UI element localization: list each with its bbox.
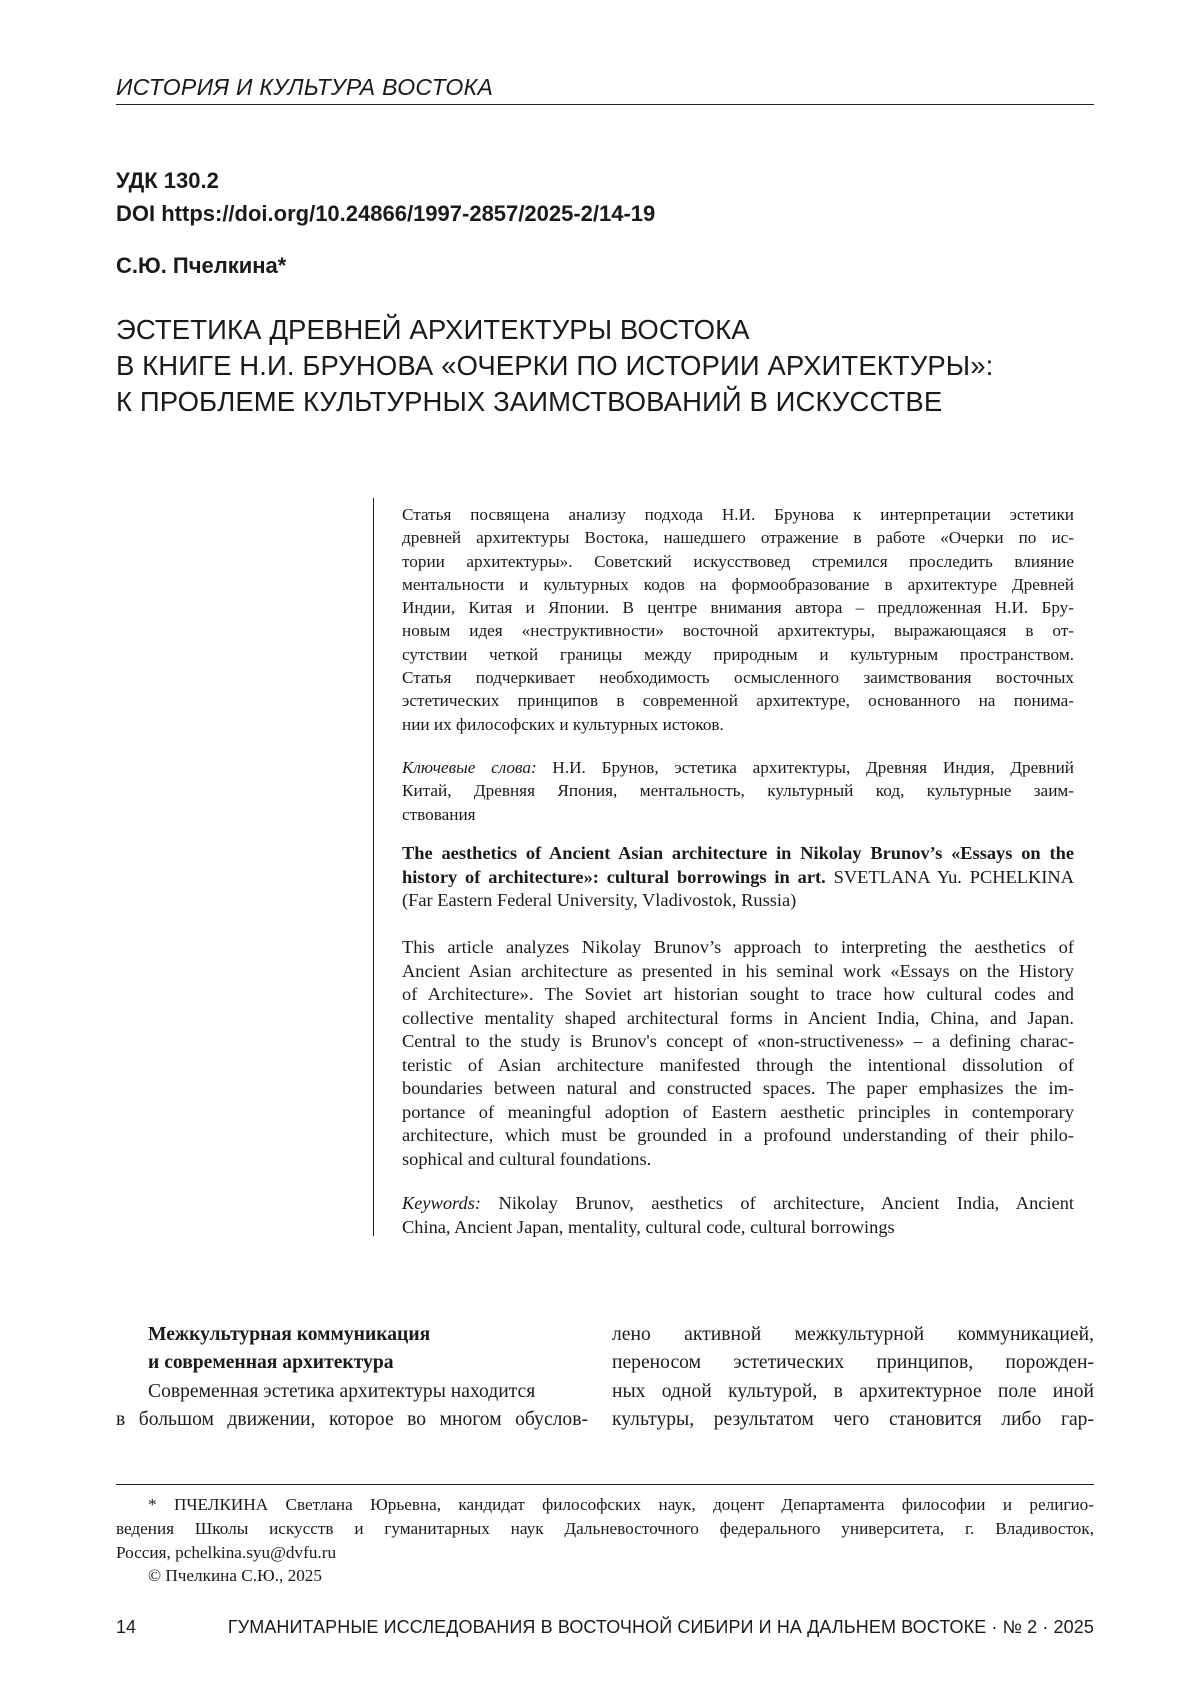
abstract-line: ментальности и культурных кодов на формообразование в архитектуре Древней — [402, 574, 1074, 594]
keywords-line: Ключевые слова: Н.И. Брунов, эстетика архитектуры, Древняя Индия, Древний — [402, 758, 1074, 777]
udk-code: УДК 130.2 — [116, 168, 219, 193]
keywords-label: Ключевые слова: — [402, 758, 537, 777]
body-line: лено активной межкультурной коммуникацией, — [612, 1324, 1094, 1345]
abstract-line: teristic of Asian architecture manifested through the intentional dissolution of — [402, 1054, 1074, 1075]
title-line: В КНИГЕ Н.И. БРУНОВА «ОЧЕРКИ ПО ИСТОРИИ АРХИТЕКТУРЫ»: — [116, 350, 994, 381]
author-name: С.Ю. Пчелкина* — [116, 253, 287, 278]
footnote-line: * ПЧЕЛКИНА Светлана Юрьевна, кандидат философских наук, доцент Департамента философии и религио- — [148, 1495, 1094, 1514]
body-line: культуры, результатом чего становится либо гар- — [612, 1409, 1094, 1431]
abstract-line: Индии, Китая и Японии. В центре внимания автора – предложенная Н.И. Бру- — [402, 598, 1074, 618]
doi-link[interactable]: DOI https://doi.org/10.24866/1997-2857/2025-2/14-19 — [116, 201, 656, 226]
title-line: К ПРОБЛЕМЕ КУЛЬТУРНЫХ ЗАИМСТВОВАНИЙ В ИСКУССТВЕ — [116, 386, 943, 417]
keywords-line: Keywords: Nikolay Brunov, aesthetics of architecture, Ancient India, Ancient — [402, 1193, 1074, 1213]
body-line: Современная эстетика архитектуры находится — [148, 1380, 536, 1402]
abstract-line: Central to the study is Brunov's concept of «non-structiveness» – a defining charac- — [402, 1031, 1074, 1051]
abstract-line: collective mentality shaped architectural forms in Ancient India, China, and Japan. — [402, 1007, 1074, 1028]
english-title-line: The aesthetics of Ancient Asian architecture in Nikolay Brunov’s «Essays on the — [402, 843, 1074, 863]
journal-title-footer: ГУМАНИТАРНЫЕ ИССЛЕДОВАНИЯ В ВОСТОЧНОЙ СИБИРИ И НА ДАЛЬНЕМ ВОСТОКЕ · № 2 · 2025 — [227, 1617, 1094, 1637]
abstract-ru — [402, 503, 1074, 736]
body-line: в большом движении, которое во многом обуслов- — [116, 1409, 588, 1431]
copyright: © Пчелкина С.Ю., 2025 — [148, 1566, 322, 1586]
abstract-en — [402, 936, 1074, 1171]
abstract-line: древней архитектуры Востока, нашедшего отражение в работе «Очерки по ис- — [402, 528, 1074, 548]
page-number: 14 — [116, 1617, 137, 1637]
abstract-line: Статья подчеркивает необходимость осмысленного заимствования восточных — [402, 668, 1074, 688]
english-affiliation: (Far Eastern Federal University, Vladivostok, Russia) — [402, 890, 797, 910]
title-line: ЭСТЕТИКА ДРЕВНЕЙ АРХИТЕКТУРЫ ВОСТОКА — [116, 314, 750, 345]
section-heading: и современная архитектура — [148, 1352, 394, 1374]
abstract-line: portance of meaningful adoption of Eastern aesthetic principles in contemporary — [402, 1101, 1074, 1122]
keywords-label: Keywords: — [402, 1193, 482, 1213]
section-heading: Межкультурная коммуникация — [148, 1324, 431, 1345]
abstract-line: эстетических принципов в современной архитектуре, основанного на понима- — [402, 691, 1074, 711]
footnote-line: ведения Школы искусств и гуманитарных наук Дальневосточного федерального университета, г. Владивосток, — [116, 1518, 1094, 1538]
author-footnote — [116, 1493, 1094, 1588]
keywords-ru — [402, 756, 1074, 826]
article-title — [116, 312, 993, 420]
abstract-line: нии их философских и культурных истоков. — [402, 714, 724, 734]
abstract-line: сутствии четкой границы между природным и культурным пространством. — [402, 644, 1074, 664]
keywords-en — [402, 1192, 1074, 1239]
abstract-line: Статья посвящена анализу подхода Н.И. Брунова к интерпретации эстетики — [402, 505, 1074, 524]
body-left-column — [116, 1321, 588, 1435]
abstract-line: Ancient Asian architecture as presented in his seminal work «Essays on the History — [402, 960, 1074, 981]
keywords-line: ствования — [402, 804, 476, 824]
header-rule — [116, 104, 1094, 105]
body-line: ных одной культурой, в архитектурное поле иной — [612, 1380, 1094, 1402]
abstract-rule — [373, 498, 374, 1236]
body-line: переносом эстетических принципов, порожден- — [612, 1352, 1094, 1374]
abstract-line: новым идея «неструктивности» восточной архитектуры, выражающаяся в от- — [402, 621, 1074, 641]
abstract-line: This article analyzes Nikolay Brunov’s approach to interpreting the aesthetics of — [402, 937, 1074, 957]
keywords-line: China, Ancient Japan, mentality, cultural code, cultural borrowings — [402, 1216, 895, 1237]
keywords-line: Китай, Древняя Япония, ментальность, культурный код, культурные заим- — [402, 781, 1074, 801]
abstract-line: sophical and cultural foundations. — [402, 1148, 652, 1169]
footnote-line: Россия, pchelkina.syu@dvfu.ru — [116, 1542, 337, 1562]
english-title-block — [402, 842, 1074, 913]
abstract-line: boundaries between natural and constructed spaces. The paper emphasizes the im- — [402, 1078, 1074, 1098]
english-title-line: history of architecture»: cultural borrowings in art. SVETLANA Yu. PCHELKINA — [402, 866, 1074, 887]
english-author: SVETLANA Yu. PCHELKINA — [825, 866, 1074, 887]
abstract-line: тории архитектуры». Советский искусствовед стремился проследить влияние — [402, 551, 1074, 571]
abstract-line: architecture, which must be grounded in a profound understanding of their philo- — [402, 1125, 1074, 1145]
abstract-line: of Architecture». The Soviet art historian sought to trace how cultural codes and — [402, 984, 1074, 1004]
footnote-rule — [116, 1484, 1094, 1485]
running-header: ИСТОРИЯ И КУЛЬТУРА ВОСТОКА — [116, 74, 494, 100]
body-right-column — [612, 1321, 1094, 1435]
